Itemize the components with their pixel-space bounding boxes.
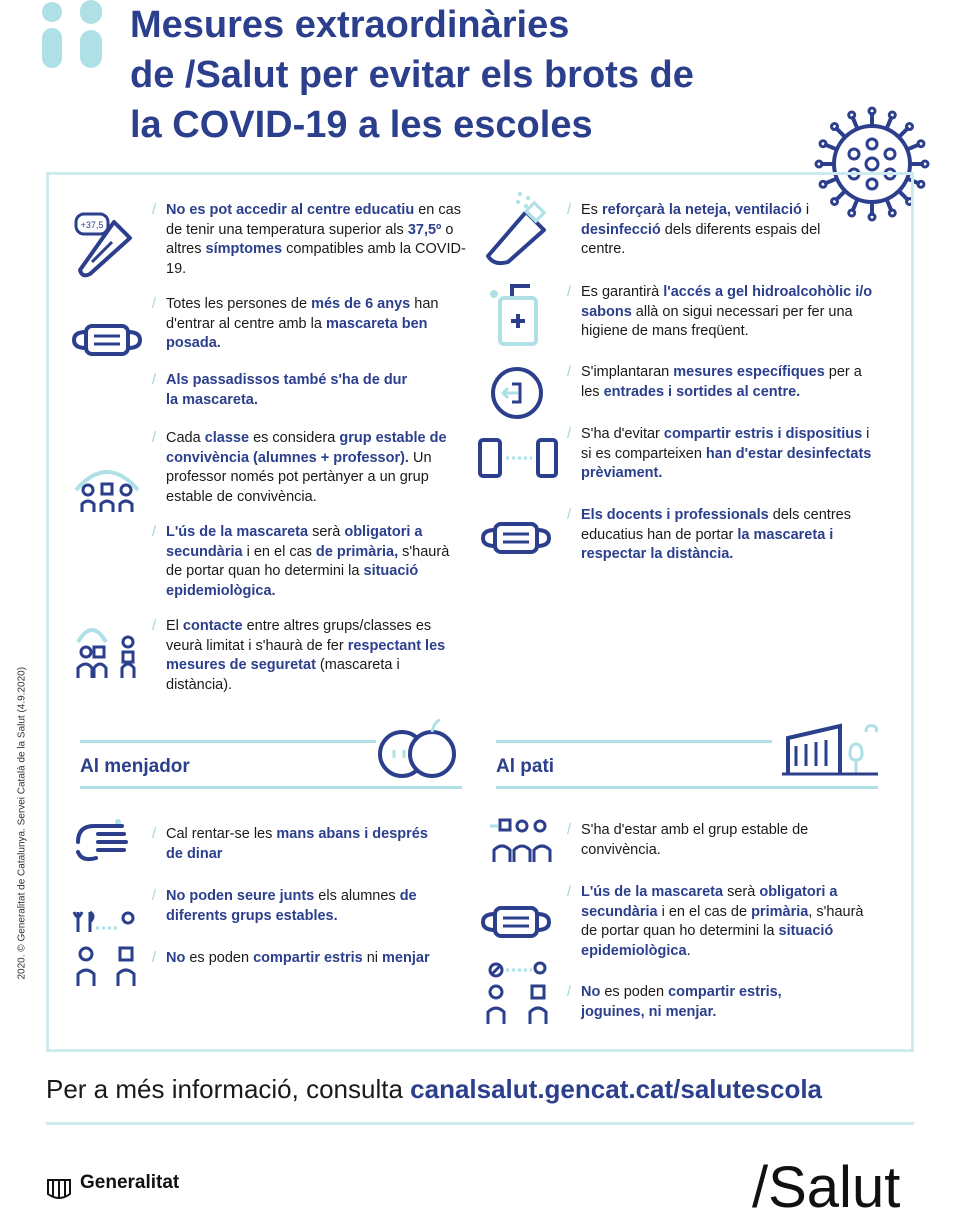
slash-bullet: / — [567, 984, 572, 1000]
face-mask-icon — [480, 904, 552, 940]
canalsalut-link[interactable]: canalsalut.gencat.cat/salutescola — [410, 1074, 823, 1104]
slash-bullet: / — [152, 826, 157, 842]
page-title: Mesures extraordinàries de /Salut per evitar els brots de la COVID-19 a les escoles — [130, 4, 694, 146]
slash-bullet: / — [152, 524, 157, 540]
slash-bullet: / — [567, 507, 572, 523]
thermometer-icon — [74, 212, 138, 280]
apples-icon — [376, 718, 462, 780]
slash-bullet: / — [152, 430, 157, 446]
separate-groups-icon — [70, 908, 140, 988]
slash-bullet: / — [567, 822, 572, 838]
measure-corridor-mask: / Als passadissos també s'ha de dur la mascareta. — [152, 372, 408, 408]
pati-stable-group: / S'ha d'estar amb el grup estable de convivència. — [567, 822, 809, 858]
face-mask-icon — [480, 520, 552, 556]
measure-mask-over-6: / Totes les persones de més de 6 anys han d'entrar al centre amb la mascareta ben posada. — [152, 296, 439, 351]
face-mask-icon — [72, 322, 142, 358]
slash-bullet: / — [152, 202, 157, 218]
measure-hand-gel: / Es garantirà l'accés a gel hidroalcohòlic i/o sabons allà on sigui necessari per fer una higiene de mans freqüent. — [567, 284, 873, 339]
slash-bullet: / — [152, 950, 157, 966]
measure-stable-group: / Cada classe es considera grup estable de convivència (alumnes + professor). Un professor només pot pertànyer a un grup estable de convivència. — [152, 430, 447, 505]
section-divider — [80, 740, 376, 743]
slash-bullet: / — [152, 372, 157, 388]
menjador-heading: Al menjador — [80, 756, 190, 777]
generalitat-logo-icon — [46, 1176, 72, 1200]
no-share-toys-icon — [484, 958, 554, 1026]
slash-bullet: / — [567, 426, 572, 442]
measure-fever-entry: / No es pot accedir al centre educatiu en cas de tenir una temperatura superior als 37,5º o altres símptomes compatibles amb la COVID-19. — [152, 202, 466, 277]
hand-gel-icon — [488, 282, 548, 346]
measure-shared-devices: / S'ha d'evitar compartir estris i dispositius i si es comparteixen han d'estar desinfectats prèviament. — [567, 426, 872, 481]
shared-devices-icon — [476, 436, 560, 480]
menjador-wash-hands: / Cal rentar-se les mans abans i després de dinar — [152, 826, 428, 862]
entry-exit-icon — [490, 366, 544, 420]
pati-heading: Al pati — [496, 756, 555, 777]
section-divider — [80, 786, 462, 789]
menjador-seating: / No poden seure junts els alumnes de diferents grups estables. — [152, 888, 417, 924]
menjador-no-share: / No es poden compartir estris ni menjar — [166, 949, 436, 969]
section-divider — [496, 786, 878, 789]
pati-mask: / L'ús de la mascareta serà obligatori a secundària i en el cas de primària, s'haurà de portar quan ho determini la situació epidemiològica. — [567, 884, 864, 959]
measure-group-contact: / El contacte entre altres grups/classes es veurà limitat i s'haurà de fer respectant les mesures de seguretat (mascareta i distància). — [152, 618, 446, 693]
more-info-text: Per a més informació, consulta canalsalut.gencat.cat/salutescola — [46, 1074, 823, 1104]
school-building-icon — [782, 718, 880, 776]
section-divider — [496, 740, 772, 743]
slash-bullet: / — [152, 618, 157, 634]
slash-bullet: / — [567, 284, 572, 300]
stable-group-icon — [72, 460, 142, 516]
footer-divider — [46, 1122, 914, 1125]
salut-logo-icon — [40, 0, 104, 70]
measure-mask-mandatory: / L'ús de la mascareta serà obligatori a secundària i en el cas de primària, s'haurà de portar quan ho determini la situació epidemiològica. — [152, 524, 450, 599]
measure-entries-exits: / S'implantaran mesures específiques per a les entrades i sortides al centre. — [567, 364, 862, 400]
slash-bullet: / — [152, 296, 157, 312]
slash-bullet: / — [567, 364, 572, 380]
measure-teachers-mask: / Els docents i professionals dels centres educatius han de portar la mascareta i respectar la distància. — [567, 507, 851, 562]
measure-cleaning: / Es reforçarà la neteja, ventilació i desinfecció dels diferents espais del centre. — [567, 202, 821, 257]
spray-cleaning-icon — [482, 190, 552, 266]
pati-no-share: / No es poden compartir estris, joguines, ni menjar. — [567, 984, 782, 1020]
hand-washing-icon — [72, 818, 132, 866]
stable-group-icon — [490, 814, 554, 864]
contact-groups-icon — [72, 616, 142, 680]
copyright-credit: 2020. © Generalitat de Catalunya. Servei Català de la Salut (4.9.2020) — [16, 666, 28, 980]
slash-bullet: / — [567, 202, 572, 218]
salut-brand: /Salut — [752, 1155, 901, 1220]
svg-text:+37,5: +37,5 — [80, 220, 104, 230]
slash-bullet: / — [152, 888, 157, 904]
generalitat-label: Generalitat — [80, 1172, 180, 1193]
slash-bullet: / — [567, 884, 572, 900]
